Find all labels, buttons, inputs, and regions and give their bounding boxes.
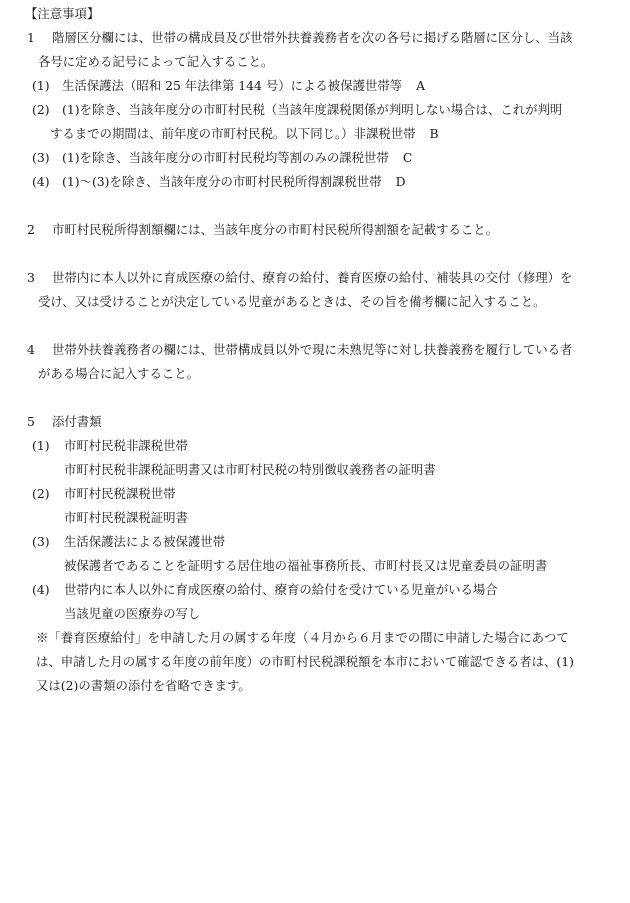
note-text: 世帯内に本人以外に育成医療の給付、療育の給付、養育医療の給付、補装具の交付（修理）を xyxy=(52,270,573,285)
note-text: 階層区分欄には、世帯の構成員及び世帯外扶養義務者を次の各号に掲げる階層に区分し、当該 xyxy=(52,30,573,45)
class-mark: A xyxy=(416,78,426,93)
item-number: (4) xyxy=(32,174,50,189)
item-doc: 市町村民税課税証明書 xyxy=(64,510,188,525)
class-mark: B xyxy=(429,126,439,141)
note-text: 受け、又は受けることが決定している児童があるときは、その旨を備考欄に記入すること。 xyxy=(38,294,546,309)
item-title: 世帯内に本人以外に育成医療の給付、療育の給付を受けている児童がいる場合 xyxy=(64,582,498,597)
note-number: 2 xyxy=(27,222,35,237)
page-heading: 【注意事項】 xyxy=(25,6,100,21)
note-title: 添付書類 xyxy=(52,414,102,429)
item-doc: 当該児童の医療券の写し xyxy=(64,606,201,621)
item-number: (3) xyxy=(32,534,50,549)
remark-text: は、申請した月の属する年度の前年度）の市町村民税課税額を本市において確認できる者は、(1) xyxy=(36,654,574,669)
item-text: (1)～(3)を除き、当該年度分の市町村民税所得割課税世帯 D xyxy=(62,170,406,194)
item-number: (4) xyxy=(32,582,50,597)
item-text: (1)を除き、当該年度分の市町村民税（当該年度課税関係が判明しない場合は、これが判明 xyxy=(62,102,563,117)
item-doc: 被保護者であることを証明する居住地の福祉事務所長、市町村長又は児童委員の証明書 xyxy=(64,558,548,573)
item-number: (2) xyxy=(32,486,50,501)
note-number: 5 xyxy=(27,414,35,429)
item-text: するまでの期間は、前年度の市町村民税。以下同じ。）非課税世帯 B xyxy=(50,122,439,146)
note-text: がある場合に記入すること。 xyxy=(38,366,200,381)
item-number: (2) xyxy=(32,102,50,117)
note-text: 各号に定める記号によって記入すること。 xyxy=(38,54,274,69)
note-text: 世帯外扶養義務者の欄には、世帯構成員以外で現に未熟児等に対し扶養義務を履行している者 xyxy=(52,342,573,357)
note-number: 3 xyxy=(27,270,35,285)
remark-text: 又は(2)の書類の添付を省略できます。 xyxy=(36,678,251,693)
item-title: 生活保護法による被保護世帯 xyxy=(64,534,226,549)
item-text: (1)を除き、当該年度分の市町村民税均等割のみの課税世帯 C xyxy=(62,146,412,170)
item-number: (1) xyxy=(32,438,50,453)
item-doc: 市町村民税非課税証明書又は市町村民税の特別徴収義務者の証明書 xyxy=(64,462,436,477)
item-number: (1) xyxy=(32,78,50,93)
item-title: 市町村民税課税世帯 xyxy=(64,486,176,501)
item-number: (3) xyxy=(32,150,50,165)
class-mark: D xyxy=(395,174,406,189)
note-text: 市町村民税所得割額欄には、当該年度分の市町村民税所得割額を記載すること。 xyxy=(52,222,499,237)
class-mark: C xyxy=(402,150,413,165)
note-number: 1 xyxy=(27,30,35,45)
remark-text: ※「養育医療給付」を申請した月の属する年度（４月から６月までの間に申請した場合にあつて xyxy=(36,630,569,645)
item-text: 生活保護法（昭和 25 年法律第 144 号）による被保護世帯等 A xyxy=(62,74,425,98)
item-title: 市町村民税非課税世帯 xyxy=(64,438,188,453)
note-number: 4 xyxy=(27,342,35,357)
